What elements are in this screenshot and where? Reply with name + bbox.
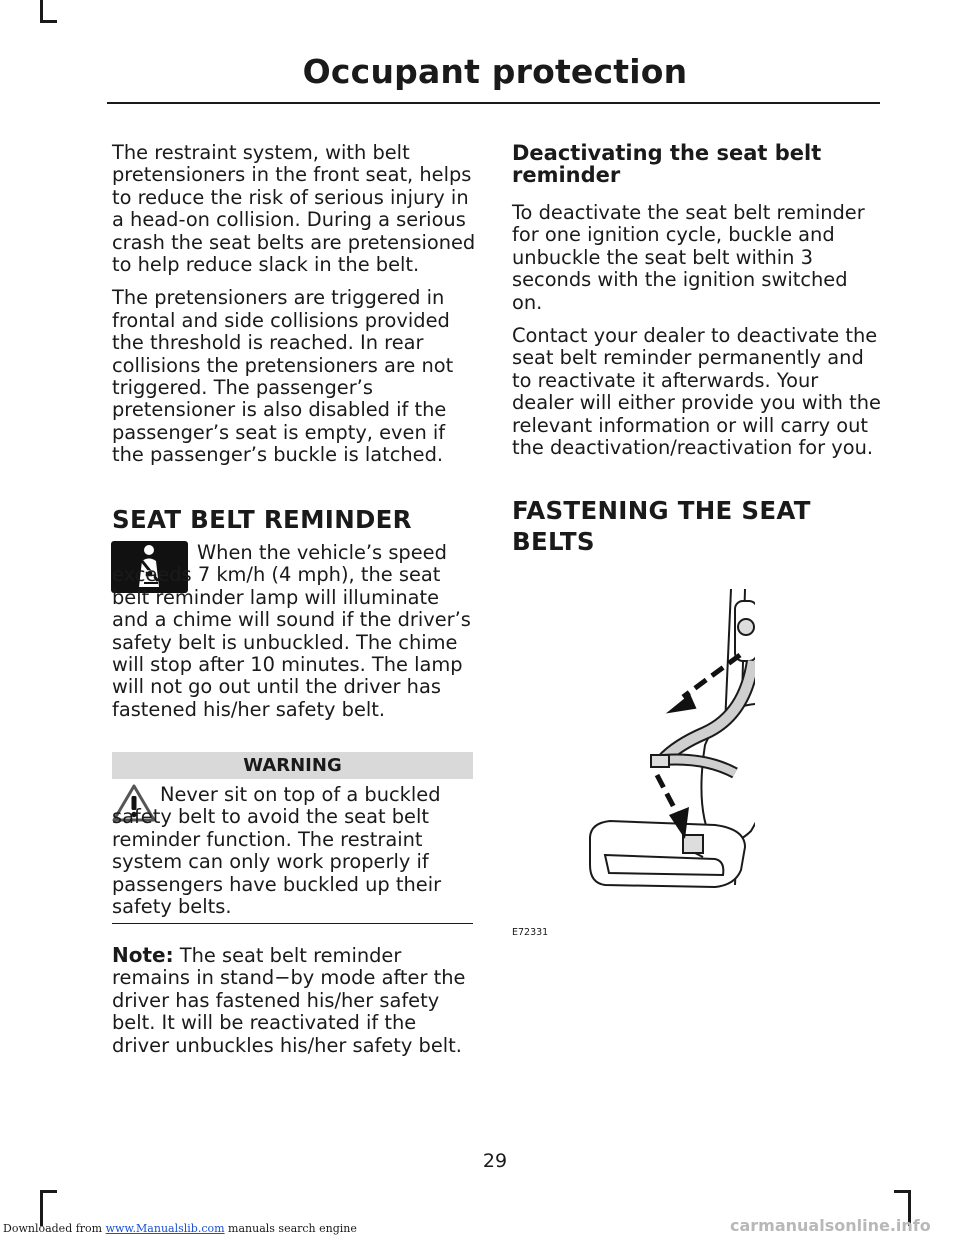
deactivating-heading: Deactivating the seat belt reminder — [512, 141, 822, 187]
reminder-text-block — [112, 542, 477, 721]
fastening-heading-line1: FASTENING THE SEAT — [512, 496, 811, 526]
warning-end-rule — [112, 923, 473, 924]
page-title: Occupant protection — [302, 52, 688, 91]
dealer-paragraph: Contact your dealer to deactivate the seat belt reminder permanently and to reactivate it afterwards. Your dealer will either provide you with the relevant information or will carry out the deactivation/reactivation for you. — [512, 324, 881, 460]
crop-mark-bottom-right-h — [894, 1190, 911, 1193]
figure-code: E72331 — [512, 927, 549, 938]
fastening-heading — [512, 495, 882, 557]
footer-prefix: Downloaded from — [3, 1222, 106, 1235]
page-number: 29 — [482, 1150, 508, 1172]
crop-mark-top-left-h — [40, 20, 57, 23]
seat-belt-fastening-figure — [585, 585, 755, 929]
note-text: The seat belt reminder remains in stand−by mode after the driver has fastened his/her safety belt. It will be reactivated if the driver unbuckles his/her safety belt. — [112, 944, 466, 1057]
footer-suffix: manuals search engine — [224, 1222, 357, 1235]
reminder-paragraph: When the vehicle’s speed exceeds 7 km/h (4 mph), the seat belt reminder lamp will illuminate and a chime will sound if the driver’s safety belt is unbuckled. The chime will stop after 10 minutes. The lamp will not go out until the driver has fastened his/her safety belt. — [112, 541, 471, 721]
crop-mark-bottom-left-h — [40, 1190, 57, 1193]
right-column — [512, 142, 882, 557]
manualslib-link[interactable]: www.Manualslib.com — [105, 1222, 225, 1235]
crop-mark-bottom-left-v — [40, 1190, 43, 1226]
left-column — [112, 142, 477, 535]
download-footer — [3, 1222, 357, 1235]
seat-belt-reminder-heading: SEAT BELT REMINDER — [112, 504, 412, 534]
warning-heading: WARNING — [112, 752, 473, 779]
watermark: carmanualsonline.info — [730, 1216, 931, 1235]
header-rule — [107, 102, 880, 104]
pretensioner-paragraph: The pretensioners are triggered in frontal and side collisions provided the threshold is reached. In rear collisions the pretensioners are not triggered. The passenger’s pretensioner is also disabled if the passenger’s seat is empty, even if the passenger’s buckle is latched. — [112, 286, 454, 467]
warning-text-block — [112, 784, 477, 918]
deactivate-paragraph: To deactivate the seat belt reminder for one ignition cycle, buckle and unbuckle the seat belt within 3 seconds with the ignition switched on. — [512, 201, 865, 314]
note-paragraph — [112, 944, 477, 1057]
note-label: Note: — [112, 943, 174, 967]
crop-mark-top-left-v — [40, 0, 43, 22]
fastening-heading-line2: BELTS — [512, 527, 595, 557]
restraint-paragraph: The restraint system, with belt pretensioners in the front seat, helps to reduce the risk of serious injury in a head-on collision. During a serious crash the seat belts are pretensioned to help reduce slack in the belt. — [112, 141, 476, 277]
warning-paragraph: Never sit on top of a buckled safety belt to avoid the seat belt reminder function. The restraint system can only work properly if passengers have buckled up their safety belts. — [112, 783, 442, 919]
note-block — [112, 944, 477, 1057]
